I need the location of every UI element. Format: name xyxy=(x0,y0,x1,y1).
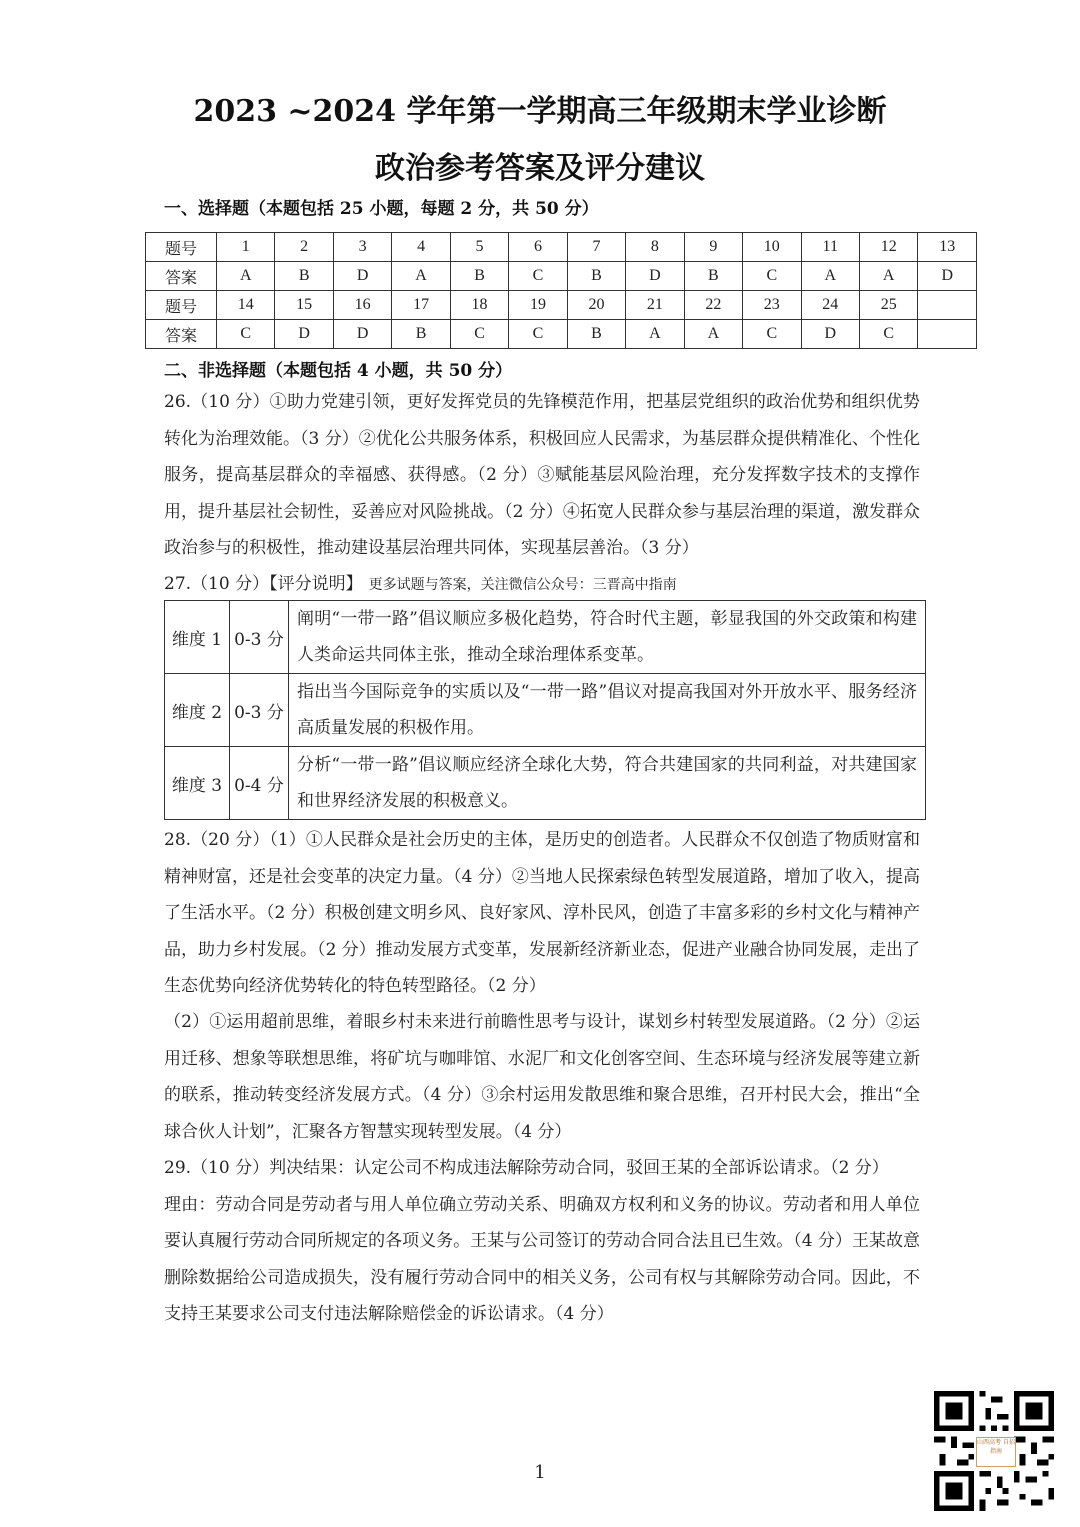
page-title: 2023 ~2024 学年第一学期高三年级期末学业诊断 xyxy=(193,94,887,129)
table-cell: A xyxy=(684,320,742,349)
table-cell: 24 xyxy=(801,291,859,320)
answer-q29 xyxy=(164,1150,920,1333)
answer-q28-part2: （2）①运用超前思维，着眼乡村未来进行前瞻性思考与设计，谋划乡村转型发展道路。（2 分）②运用迁移、想象等联想思维，将矿坑与咖啡馆、水泥厂和文化创客空间、生态环境与经济发展等建立新的联系，推动转变经济发展方式。（4 分）③余村运用发散思维和聚合思维，召开村民大会，推出“全球合伙人计划”，汇聚各方智慧实现转型发展。（4 分） xyxy=(164,1012,920,1142)
section-heading-choice: 一、选择题（本题包括 25 小题，每题 2 分，共 50 分） xyxy=(164,199,599,219)
table-cell: C xyxy=(859,320,917,349)
q29-reason: 理由：劳动合同是劳动者与用人单位确立劳动关系、明确双方权利和义务的协议。劳动者和用人单位要认真履行劳动合同所规定的各项义务。王某与公司签订的劳动合同合法且已生效。（4 分）王某故意删除数据给公司造成损失，没有履行劳动合同中的相关义务，公司有权与其解除劳动合同。因此，不支持王某要求公司支付违法解除赔偿金的诉讼请求。（4 分） xyxy=(164,1194,920,1324)
table-cell: B xyxy=(450,262,508,291)
dimension-name: 维度 1 xyxy=(165,601,230,674)
table-cell: 25 xyxy=(859,291,917,320)
dimension-desc: 阐明“一带一路”倡议顺应多极化趋势，符合时代主题，彰显我国的外交政策和构建人类命运共同体主张，推动全球治理体系变革。 xyxy=(289,601,926,674)
table-cell xyxy=(918,320,977,349)
table-cell: 9 xyxy=(684,233,742,262)
table-cell: 2 xyxy=(275,233,333,262)
table-row xyxy=(146,233,977,262)
table-cell: 13 xyxy=(918,233,977,262)
table-cell: 22 xyxy=(684,291,742,320)
qr-label: 山西高考 自招指南 xyxy=(976,1437,1016,1467)
table-cell: 6 xyxy=(509,233,567,262)
table-row xyxy=(146,262,977,291)
dimension-desc: 指出当今国际竞争的实质以及“一带一路”倡议对提高我国对外开放水平、服务经济高质量发展的积极作用。 xyxy=(289,674,926,747)
table-cell: 21 xyxy=(626,291,684,320)
table-cell: 23 xyxy=(743,291,801,320)
table-cell: A xyxy=(392,262,450,291)
table-cell: C xyxy=(509,262,567,291)
answer-q26: 26.（10 分）①助力党建引领，更好发挥党员的先锋模范作用，把基层党组织的政治优势和组织优势转化为治理效能。（3 分）②优化公共服务体系，积极回应人民需求，为基层群众提供精准化、个性化服务，提高基层群众的幸福感、获得感。（2 分）③赋能基层风险治理，充分发挥数字技术的支撑作用，提升基层社会韧性，妥善应对风险挑战。（2 分）④拓宽人民群众参与基层治理的渠道，激发群众政治参与的积极性，推动建设基层治理共同体，实现基层善治。（3 分） xyxy=(164,392,920,558)
promo-note: 更多试题与答案，关注微信公众号：三晋高中指南 xyxy=(368,577,677,593)
table-cell: C xyxy=(217,320,275,349)
table-cell: C xyxy=(450,320,508,349)
table-cell: C xyxy=(509,320,567,349)
table-cell: 10 xyxy=(743,233,801,262)
table-row xyxy=(146,291,977,320)
table-cell: 20 xyxy=(567,291,625,320)
table-cell: D xyxy=(333,262,391,291)
table-row xyxy=(165,601,926,674)
table-cell: B xyxy=(684,262,742,291)
answer-q27-heading xyxy=(164,566,920,604)
table-cell: D xyxy=(801,320,859,349)
table-cell: A xyxy=(626,320,684,349)
table-row xyxy=(165,674,926,747)
dimension-score: 0-3 分 xyxy=(230,601,289,674)
table-cell xyxy=(918,291,977,320)
dimension-desc: 分析“一带一路”倡议顺应经济全球化大势，符合共建国家的共同利益，对共建国家和世界经济发展的积极意义。 xyxy=(289,747,926,820)
table-cell: 4 xyxy=(392,233,450,262)
table-cell: 5 xyxy=(450,233,508,262)
page-number: 1 xyxy=(534,1462,546,1483)
section-heading-nonchoice: 二、非选择题（本题包括 4 小题，共 50 分） xyxy=(164,361,513,381)
table-cell: A xyxy=(801,262,859,291)
answer-q28-part1: 28.（20 分）（1）①人民群众是社会历史的主体，是历史的创造者。人民群众不仅创造了物质财富和精神财富，还是社会变革的决定力量。（4 分）②当地人民探索绿色转型发展道路，增加了收入，提高了生活水平。（2 分）积极创建文明乡风、良好家风、淳朴民风，创造了丰富多彩的乡村文化与精神产品，助力乡村发展。（2 分）推动发展方式变革，发展新经济新业态，促进产业融合协同发展，走出了生态优势向经济优势转化的特色转型路径。（2 分） xyxy=(164,830,920,996)
table-cell: B xyxy=(567,262,625,291)
table-cell: 11 xyxy=(801,233,859,262)
table-cell: 19 xyxy=(509,291,567,320)
table-cell: 1 xyxy=(217,233,275,262)
dimension-score: 0-3 分 xyxy=(230,674,289,747)
table-cell: 3 xyxy=(333,233,391,262)
table-cell: 题号 xyxy=(146,233,217,262)
table-cell: D xyxy=(918,262,977,291)
table-cell: 答案 xyxy=(146,320,217,349)
table-cell: 16 xyxy=(333,291,391,320)
table-cell: C xyxy=(743,262,801,291)
dimension-name: 维度 2 xyxy=(165,674,230,747)
table-cell: 17 xyxy=(392,291,450,320)
q27-title: 27.（10 分）【评分说明】 xyxy=(164,574,363,594)
table-cell: A xyxy=(217,262,275,291)
table-row xyxy=(146,320,977,349)
scoring-table xyxy=(164,600,926,820)
table-cell: A xyxy=(859,262,917,291)
answer-table xyxy=(145,232,977,349)
table-cell: 12 xyxy=(859,233,917,262)
table-cell: 18 xyxy=(450,291,508,320)
table-cell: D xyxy=(275,320,333,349)
table-cell: 题号 xyxy=(146,291,217,320)
page-subtitle: 政治参考答案及评分建议 xyxy=(375,151,705,186)
table-cell: 15 xyxy=(275,291,333,320)
table-row xyxy=(165,747,926,820)
dimension-score: 0-4 分 xyxy=(230,747,289,820)
table-cell: D xyxy=(626,262,684,291)
table-cell: B xyxy=(567,320,625,349)
table-cell: 7 xyxy=(567,233,625,262)
table-cell: 答案 xyxy=(146,262,217,291)
dimension-name: 维度 3 xyxy=(165,747,230,820)
table-cell: 14 xyxy=(217,291,275,320)
table-cell: 8 xyxy=(626,233,684,262)
table-cell: D xyxy=(333,320,391,349)
q29-verdict: 29.（10 分）判决结果：认定公司不构成违法解除劳动合同，驳回王某的全部诉讼请求。（2 分） xyxy=(164,1158,889,1178)
table-cell: C xyxy=(743,320,801,349)
table-cell: B xyxy=(275,262,333,291)
table-cell: B xyxy=(392,320,450,349)
